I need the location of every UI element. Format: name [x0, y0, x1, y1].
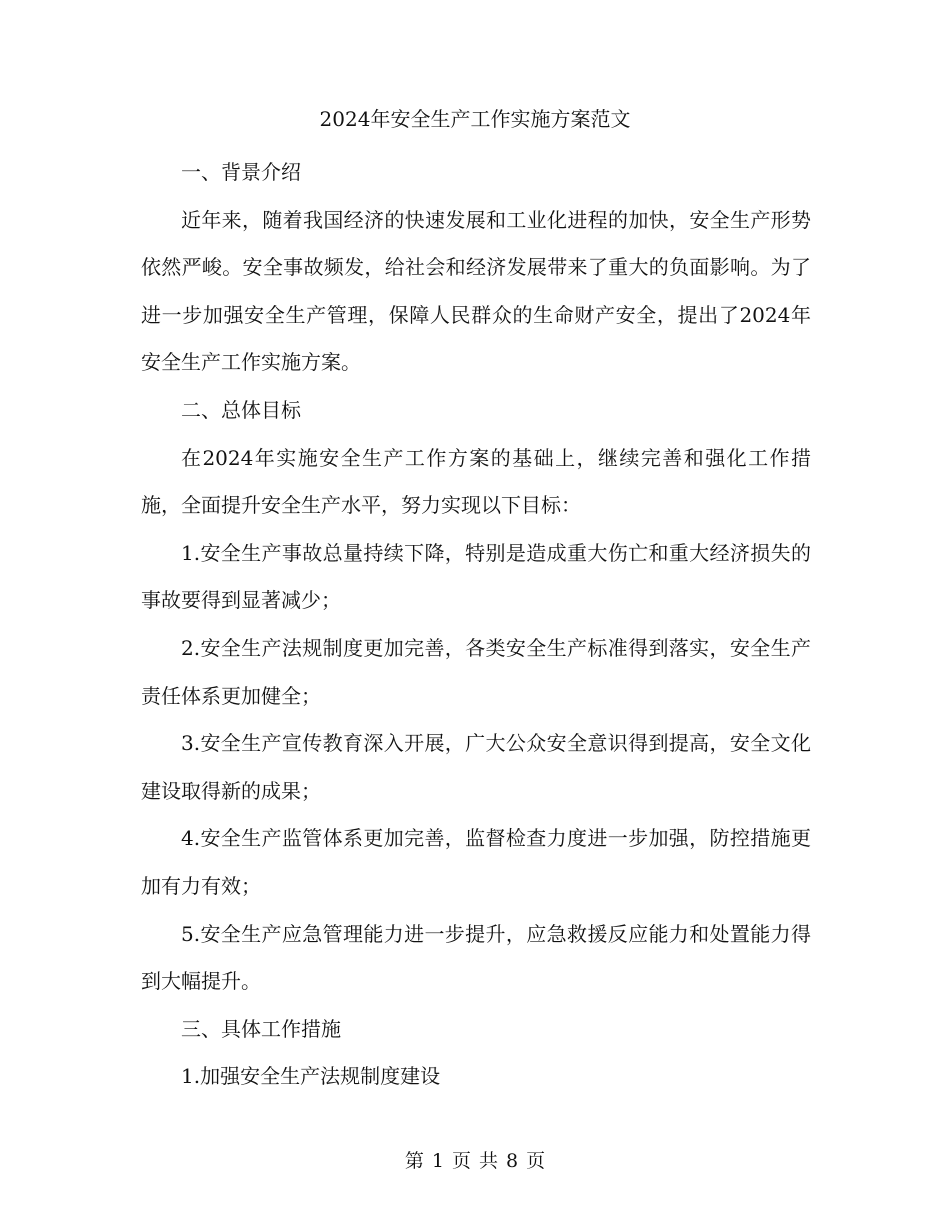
goal-item-5: 5.安全生产应急管理能力进一步提升，应急救援反应能力和处置能力得到大幅提升。 — [141, 921, 811, 994]
goal-item-1: 1.安全生产事故总量持续下降，特别是造成重大伤亡和重大经济损失的事故要得到显著减少； — [141, 540, 811, 613]
document-body — [141, 149, 811, 1101]
section-heading-goals: 二、总体目标 — [181, 397, 301, 422]
measure-item-1: 1.加强安全生产法规制度建设 — [181, 1064, 441, 1089]
goal-item-4: 4.安全生产监管体系更加完善，监督检查力度进一步加强，防控措施更加有力有效； — [141, 826, 811, 898]
paragraph-background: 近年来，随着我国经济的快速发展和工业化进程的加快，安全生产形势依然严峻。安全事故频发，给社会和经济发展带来了重大的负面影响。为了进一步加强安全生产管理，保障人民群众的生命财产安全，提出了2024年安全生产工作实施方案。 — [141, 207, 811, 375]
paragraph-goals-intro: 在2024年实施安全生产工作方案的基础上，继续完善和强化工作措施，全面提升安全生产水平，努力实现以下目标： — [141, 445, 811, 518]
goal-item-3: 3.安全生产宣传教育深入开展，广大公众安全意识得到提高，安全文化建设取得新的成果； — [141, 731, 811, 803]
page-footer: 第 1 页 共 8 页 — [404, 1150, 546, 1172]
section-heading-background: 一、背景介绍 — [181, 160, 301, 184]
section-heading-measures: 三、具体工作措施 — [181, 1016, 341, 1041]
document-title: 2024年安全生产工作实施方案范文 — [319, 107, 631, 131]
goal-item-2: 2.安全生产法规制度更加完善，各类安全生产标准得到落实，安全生产责任体系更加健全； — [141, 635, 811, 708]
